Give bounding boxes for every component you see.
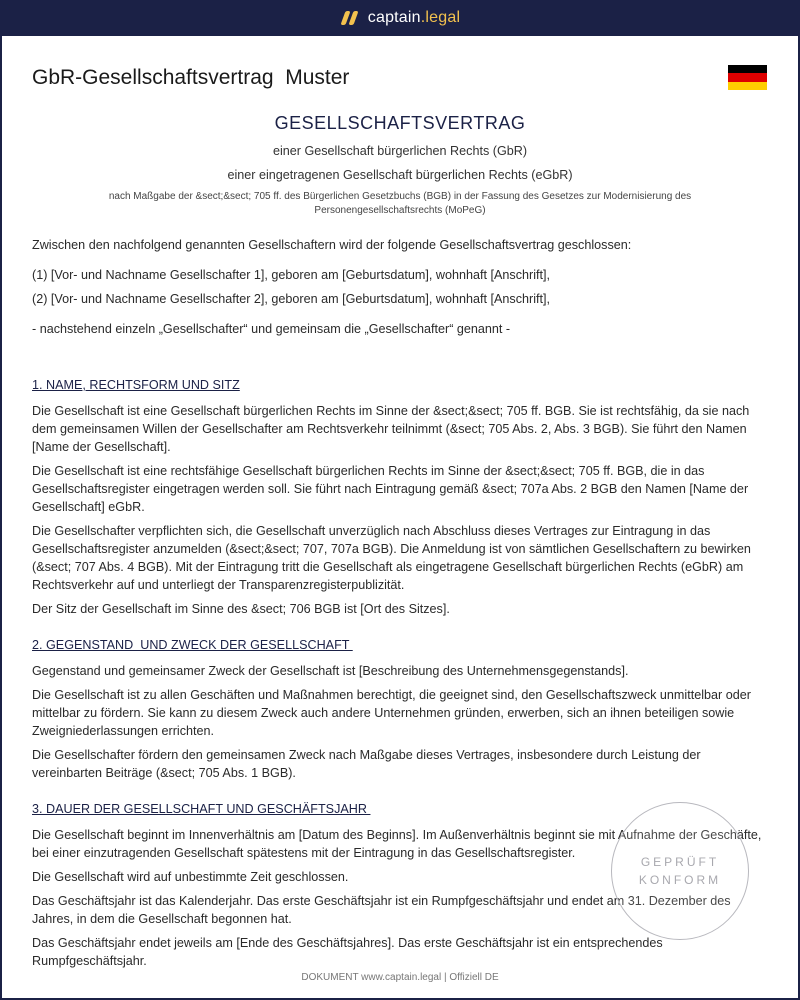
section-1-paragraph: Der Sitz der Gesellschaft im Sinne des &sect; 706 BGB ist [Ort des Sitzes]. xyxy=(32,602,450,616)
section-1-paragraph: Die Gesellschaft ist eine Gesellschaft bürgerlichen Rechts im Sinne der &sect;&sect; 705 ff. BGB. Sie ist rechtsfähig, da sie nach dem gemeinsamen Willen der Gesellschafter am Rechtsverkehr teilnimmt (&sect; 705 Abs. 2, Abs. 3 BGB). Sie führt den Namen [Name der Gesellschaft]. xyxy=(32,404,750,454)
contract-subheading-egbr: einer eingetragenen Gesellschaft bürgerlichen Rechts (eGbR) xyxy=(227,168,573,182)
section-1-paragraph: Die Gesellschaft ist eine rechtsfähige Gesellschaft bürgerlichen Rechts im Sinne der &sect;&sect; 705 ff. BGB, die in das Gesellschaftsregister eingetragen werden soll. Sie führt nach Eintragung gemäß &sect; 707a Abs. 2 BGB den Namen [Name der Gesellschaft] eGbR. xyxy=(32,464,749,514)
party-designation: - nachstehend einzeln „Gesellschafter“ und gemeinsam die „Gesellschafter“ genannt - xyxy=(32,322,511,336)
section-3-paragraph: Das Geschäftsjahr ist das Kalenderjahr. Das erste Geschäftsjahr ist ein Rumpfgeschäftsjahr und endet am 31. Dezember des Jahres, in dem die Gesellschaft begonnen hat. xyxy=(32,894,731,926)
section-2-paragraph: Gegenstand und gemeinsamer Zweck der Gesellschaft ist [Beschreibung des Unternehmensgegenstands]. xyxy=(32,664,629,678)
section-1-heading: 1. NAME, RECHTSFORM UND SITZ xyxy=(32,378,240,392)
intro-text: Zwischen den nachfolgend genannten Gesellschaftern wird der folgende Gesellschaftsvertrag geschlossen: xyxy=(32,238,632,252)
brand-name: captain.legal xyxy=(367,9,461,26)
german-flag-icon xyxy=(728,65,767,90)
section-2-heading: 2. GEGENSTAND UND ZWECK DER GESELLSCHAFT xyxy=(32,638,353,652)
section-2-paragraph: Die Gesellschaft ist zu allen Geschäften und Maßnahmen berechtigt, die geeignet sind, den Gesellschaftszweck unmittelbar oder mittelbar zu fördern. Sie kann zu diesem Zweck auch andere Unternehmen gründen, erwerben, sich an ihnen beteiligen sowie Zweigniederlassungen errichten. xyxy=(32,688,751,738)
section-3-paragraph: Das Geschäftsjahr endet jeweils am [Ende des Geschäftsjahres]. Das erste Geschäftsjahr ist ein entsprechendes Rumpfgeschäftsjahr. xyxy=(32,936,663,968)
party-2: (2) [Vor- und Nachname Gesellschafter 2], geboren am [Geburtsdatum], wohnhaft [Anschrift], xyxy=(32,292,550,306)
stamp-line-2: KONFORM xyxy=(638,873,722,887)
contract-subheading-gbr: einer Gesellschaft bürgerlichen Rechts (GbR) xyxy=(272,144,528,158)
section-3-heading: 3. DAUER DER GESELLSCHAFT UND GESCHÄFTSJAHR xyxy=(32,802,371,816)
legal-basis-note: nach Maßgabe der &sect;&sect; 705 ff. des Bürgerlichen Gesetzbuchs (BGB) in der Fassung des Gesetzes zur Modernisierung des Personengesellschaftsrechts (MoPeG) xyxy=(108,191,692,216)
section-3-paragraph: Die Gesellschaft wird auf unbestimmte Zeit geschlossen. xyxy=(32,870,349,884)
captain-logo-icon xyxy=(340,10,360,26)
contract-heading: GESELLSCHAFTSVERTRAG xyxy=(274,113,526,133)
section-3-paragraph: Die Gesellschaft beginnt im Innenverhältnis am [Datum des Beginns]. Im Außenverhältnis beginnt sie mit Aufnahme der Geschäfte, bei einer einzutragenden Gesellschaft spätestens mit der Eintragung in das Gesellschaftsregister. xyxy=(32,828,762,860)
document-title: GbR-Gesellschaftsvertrag Muster xyxy=(32,66,350,89)
top-bar xyxy=(0,0,800,36)
stamp-line-1: GEPRÜFT xyxy=(640,855,720,869)
party-1: (1) [Vor- und Nachname Gesellschafter 1], geboren am [Geburtsdatum], wohnhaft [Anschrift], xyxy=(32,268,550,282)
section-2-paragraph: Die Gesellschafter fördern den gemeinsamen Zweck nach Maßgabe dieses Vertrages, insbesondere durch Leistung der vereinbarten Beiträge (&sect; 705 Abs. 1 BGB). xyxy=(32,748,701,780)
brand-logo[interactable] xyxy=(340,9,460,27)
verified-stamp xyxy=(611,802,749,940)
section-1-paragraph: Die Gesellschafter verpflichten sich, die Gesellschaft unverzüglich nach Abschluss dieses Vertrages zur Eintragung in das Gesellschaftsregister anzumelden (&sect;&sect; 707, 707a BGB). Die Anmeldung ist von sämtlichen Gesellschaftern zu bewirken (&sect; 707 Abs. 4 BGB). Mit der Eintragung tritt die Gesellschaft als eingetragene Gesellschaft bürgerlichen Rechts (eGbR) am Rechtsverkehr auf und unterliegt der Transparenzregisterpublizität. xyxy=(32,524,751,592)
page-footer: DOKUMENT www.captain.legal | Offiziell DE xyxy=(301,972,499,983)
